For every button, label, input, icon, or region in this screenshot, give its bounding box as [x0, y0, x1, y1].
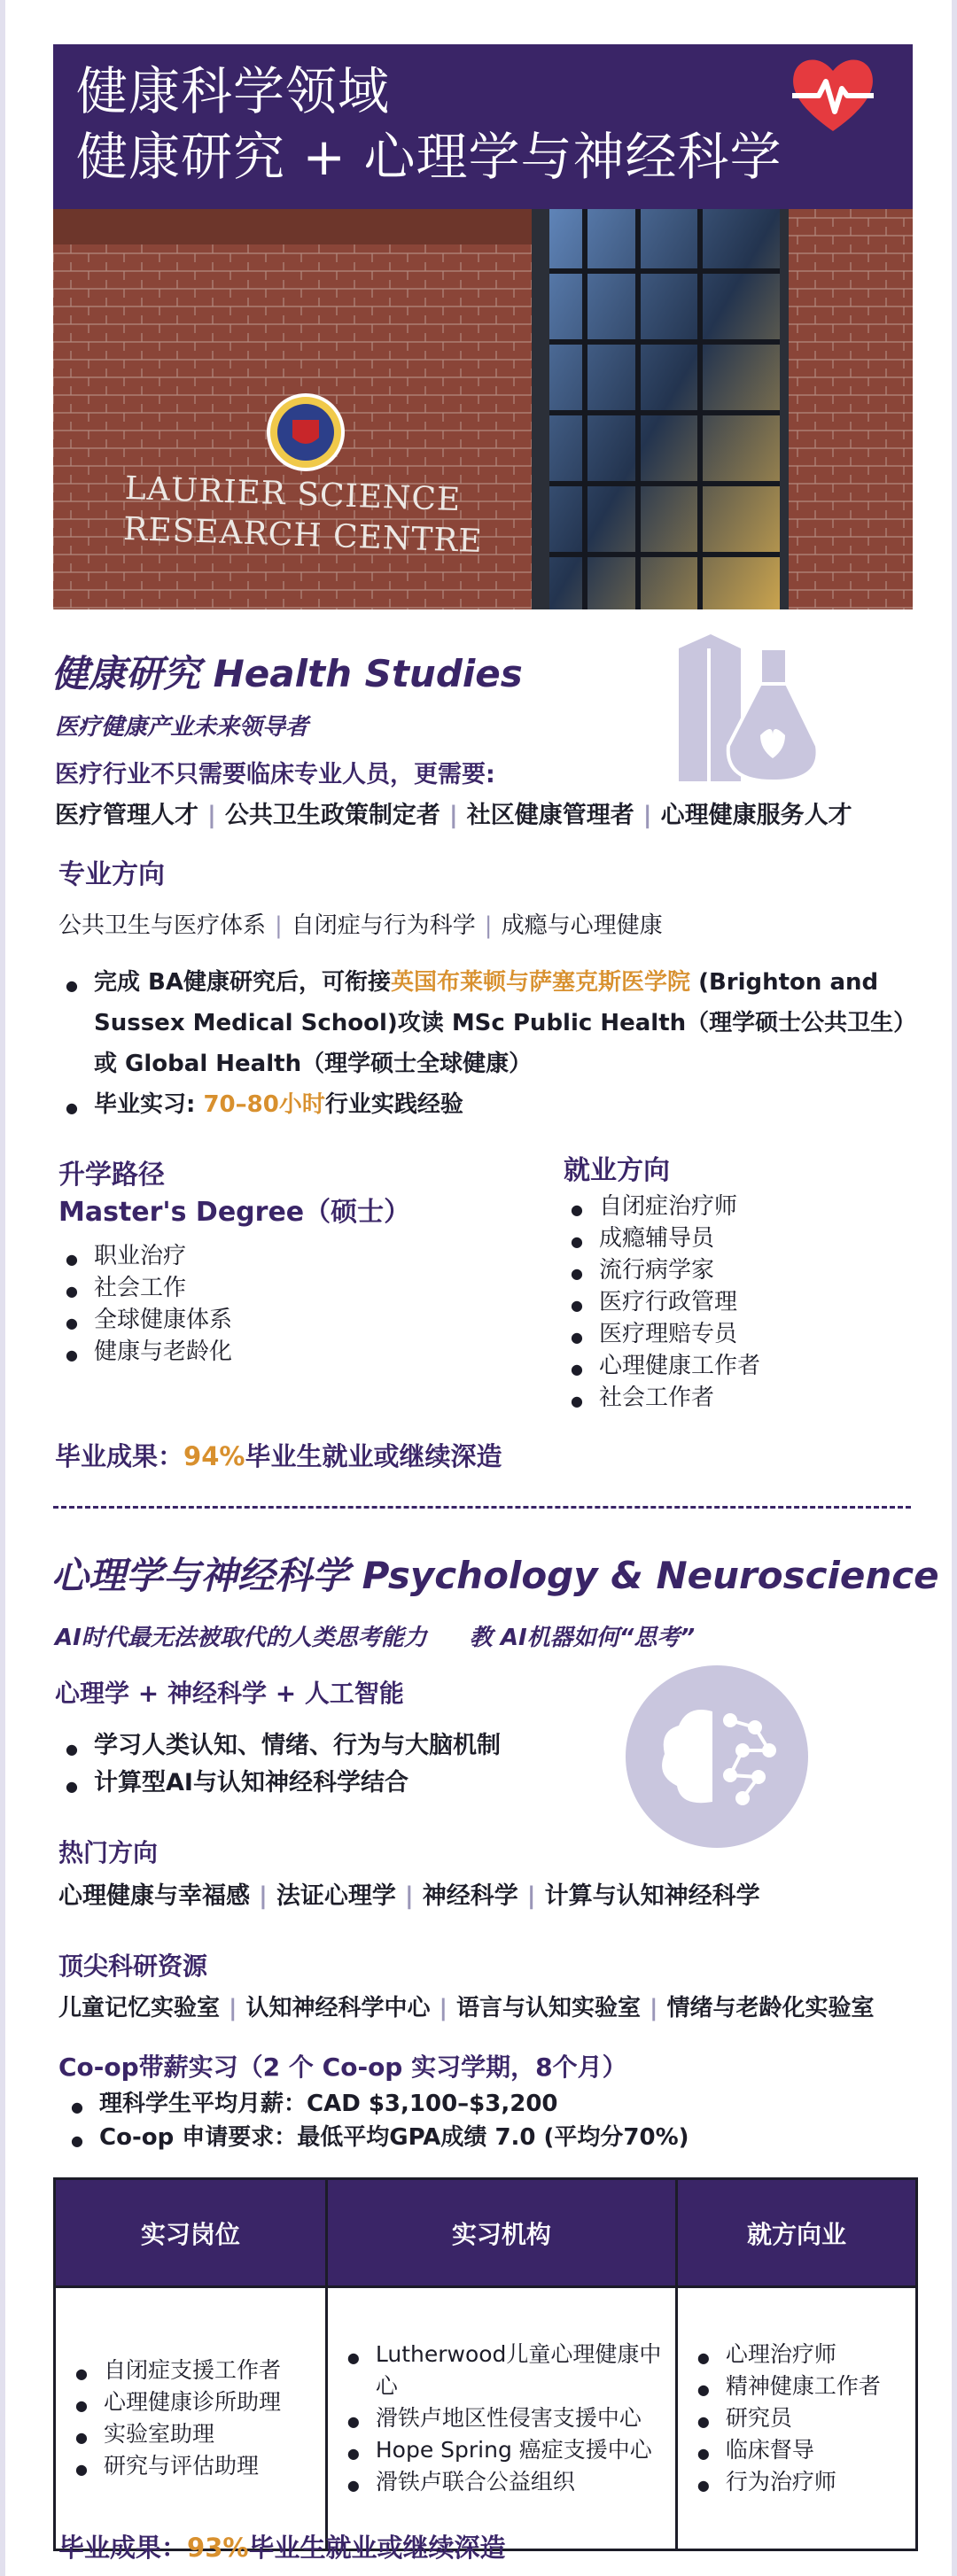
table-row: [55, 2287, 917, 2550]
list-item: ● 自闭症治疗师: [564, 1191, 760, 1222]
col-header-position: 实习岗位: [55, 2179, 327, 2287]
list-item: ● Hope Spring 癌症支援中心: [340, 2434, 663, 2466]
list-item: ● 滑铁卢地区性侵害支援中心: [340, 2402, 663, 2434]
list-item: ● 研究员: [690, 2402, 903, 2434]
list-item: ● 全球健康体系: [58, 1304, 232, 1336]
list-item: ● 精神健康工作者: [690, 2370, 903, 2402]
section-divider: [53, 1506, 911, 1509]
col-header-organization: 实习机构: [326, 2179, 676, 2287]
hot-item: 计算与认知神经科学: [544, 1882, 760, 1910]
psych-bullets: [58, 1727, 501, 1802]
res-item: 语言与认知实验室: [456, 1995, 642, 2021]
list-item: ● 医疗行政管理: [564, 1286, 760, 1318]
list-item: ● 实验室助理: [68, 2418, 313, 2450]
hot-item: 法证心理学: [276, 1882, 396, 1910]
health-outcome-percent: 94%: [183, 1441, 245, 1471]
list-item: ● 心理治疗师: [690, 2339, 903, 2370]
university-crest-icon: [268, 395, 343, 469]
col-header-career: 就方向业: [676, 2179, 916, 2287]
page-header: [53, 44, 913, 209]
grad-label: 升学路径: [58, 1160, 165, 1191]
sign-line-2: RESEARCH CENTRE: [122, 510, 484, 561]
list-item: ● 滑铁卢联合公益组织: [340, 2466, 663, 2498]
list-item: ● 心理健康诊所助理: [68, 2386, 313, 2418]
hot-list: 心理健康与幸福感 | 法证心理学 | 神经科学 | 计算与认知神经科学: [58, 1882, 760, 1910]
health-roles: 医疗管理人才 | 公共卫生政策制定者 | 社区健康管理者 | 心理健康服务人才: [55, 802, 852, 829]
heart-pulse-icon: [789, 53, 877, 135]
list-item: ● 健康与老龄化: [58, 1336, 232, 1368]
bsms-highlight: 英国布莱顿与萨塞克斯医学院: [391, 969, 691, 996]
grad-path: [58, 1157, 410, 1231]
res-list: 儿童记忆实验室 | 认知神经科学中心 | 语言与认知实验室 | 情绪与老龄化实验室: [58, 1995, 875, 2021]
direction-label: 专业方向: [58, 859, 165, 890]
internship-table: [53, 2177, 918, 2551]
header-line-2: 健康研究 + 心理学与神经科学: [76, 127, 782, 187]
res-item: 儿童记忆实验室: [58, 1995, 221, 2021]
research-centre-photo: [53, 209, 913, 609]
role-item: 公共卫生政策制定者: [224, 802, 440, 829]
direction-item: 公共卫生与医疗体系: [58, 912, 267, 939]
list-item: ● 计算型AI与认知神经科学结合: [58, 1765, 501, 1802]
health-intro: 医疗行业不只需要临床专业人员，更需要:: [55, 761, 495, 788]
list-item: ● 行为治疗师: [690, 2466, 903, 2498]
list-item: ● 心理健康工作者: [564, 1350, 760, 1382]
career-label: 就业方向: [564, 1155, 670, 1186]
list-item: ● Lutherwood儿童心理健康中心: [340, 2339, 663, 2402]
health-section-title: 健康研究 Health Studies: [51, 652, 523, 695]
list-item: ● 完成 BA健康研究后，可衔接英国布莱顿与萨塞克斯医学院 (Brighton and Sussex Medical School)攻读 MSc Public Health（理学硕士公共卫生）或 Global Health（理学硕士全球健康）: [58, 962, 909, 1084]
list-item: ● 毕业实习: 70–80小时行业实践经验: [58, 1084, 909, 1125]
grad-list: [58, 1240, 232, 1368]
list-item: ● 成瘾辅导员: [564, 1222, 760, 1254]
direction-list: 公共卫生与医疗体系 | 自闭症与行为科学 | 成瘾与心理健康: [58, 912, 663, 939]
list-item: ● 职业治疗: [58, 1240, 232, 1272]
building-flask-icon: [675, 631, 835, 786]
header-line-1: 健康科学领域: [76, 61, 391, 121]
careers-cell: [676, 2287, 916, 2550]
list-item: ● 临床督导: [690, 2434, 903, 2466]
res-item: 认知神经科学中心: [245, 1995, 431, 2021]
health-outcome: 毕业成果：94%毕业生就业或继续深造: [55, 1441, 502, 1471]
coop-label: Co-op带薪实习（2 个 Co-op 实习学期，8个月）: [58, 2052, 627, 2082]
positions-cell: [55, 2287, 327, 2550]
career-list: [564, 1191, 760, 1414]
psych-subtitle: AI时代最无法被取代的人类思考能力 教 AI机器如何“思考”: [55, 1625, 696, 1651]
hot-item: 神经科学: [422, 1882, 518, 1910]
role-item: 医疗管理人才: [55, 802, 198, 829]
list-item: ● 社会工作: [58, 1272, 232, 1304]
hot-item: 心理健康与幸福感: [58, 1882, 250, 1910]
res-label: 顶尖科研资源: [58, 1951, 208, 1981]
hours-highlight: 70–80小时: [203, 1091, 325, 1118]
direction-item: 成瘾与心理健康: [501, 912, 663, 939]
role-item: 社区健康管理者: [466, 802, 634, 829]
hot-label: 热门方向: [58, 1838, 159, 1867]
direction-item: 自闭症与行为科学: [291, 912, 476, 939]
list-item: ● 学习人类认知、情绪、行为与大脑机制: [58, 1727, 501, 1765]
sign-line-1: LAURIER SCIENCE: [124, 469, 462, 519]
brain-network-icon: [626, 1665, 808, 1848]
grad-degree: Master's Degree（硕士）: [58, 1197, 411, 1228]
health-subtitle: 医疗健康产业未来领导者: [55, 714, 309, 741]
list-item: ● 医疗理赔专员: [564, 1318, 760, 1350]
role-item: 心理健康服务人才: [660, 802, 852, 829]
psych-outcome: 毕业成果：93%毕业生就业或继续深造: [58, 2533, 506, 2563]
organizations-cell: [326, 2287, 676, 2550]
list-item: ● 流行病学家: [564, 1254, 760, 1286]
psych-section-title: 心理学与神经科学 Psychology & Neuroscience: [51, 1554, 939, 1597]
psych-combo: 心理学 + 神经科学 + 人工智能: [55, 1679, 404, 1708]
list-item: ● 自闭症支援工作者: [68, 2355, 313, 2386]
list-item: ● 理科学生平均月薪：CAD $3,100–$3,200: [64, 2087, 689, 2121]
psych-outcome-percent: 93%: [187, 2533, 249, 2563]
coop-bullets: [64, 2087, 689, 2154]
list-item: ● 社会工作者: [564, 1382, 760, 1414]
list-item: ● Co-op 申请要求：最低平均GPA成绩 7.0 (平均分70%): [64, 2121, 689, 2154]
list-item: ● 研究与评估助理: [68, 2450, 313, 2482]
health-bullets: [58, 962, 909, 1125]
res-item: 情绪与老龄化实验室: [666, 1995, 875, 2021]
